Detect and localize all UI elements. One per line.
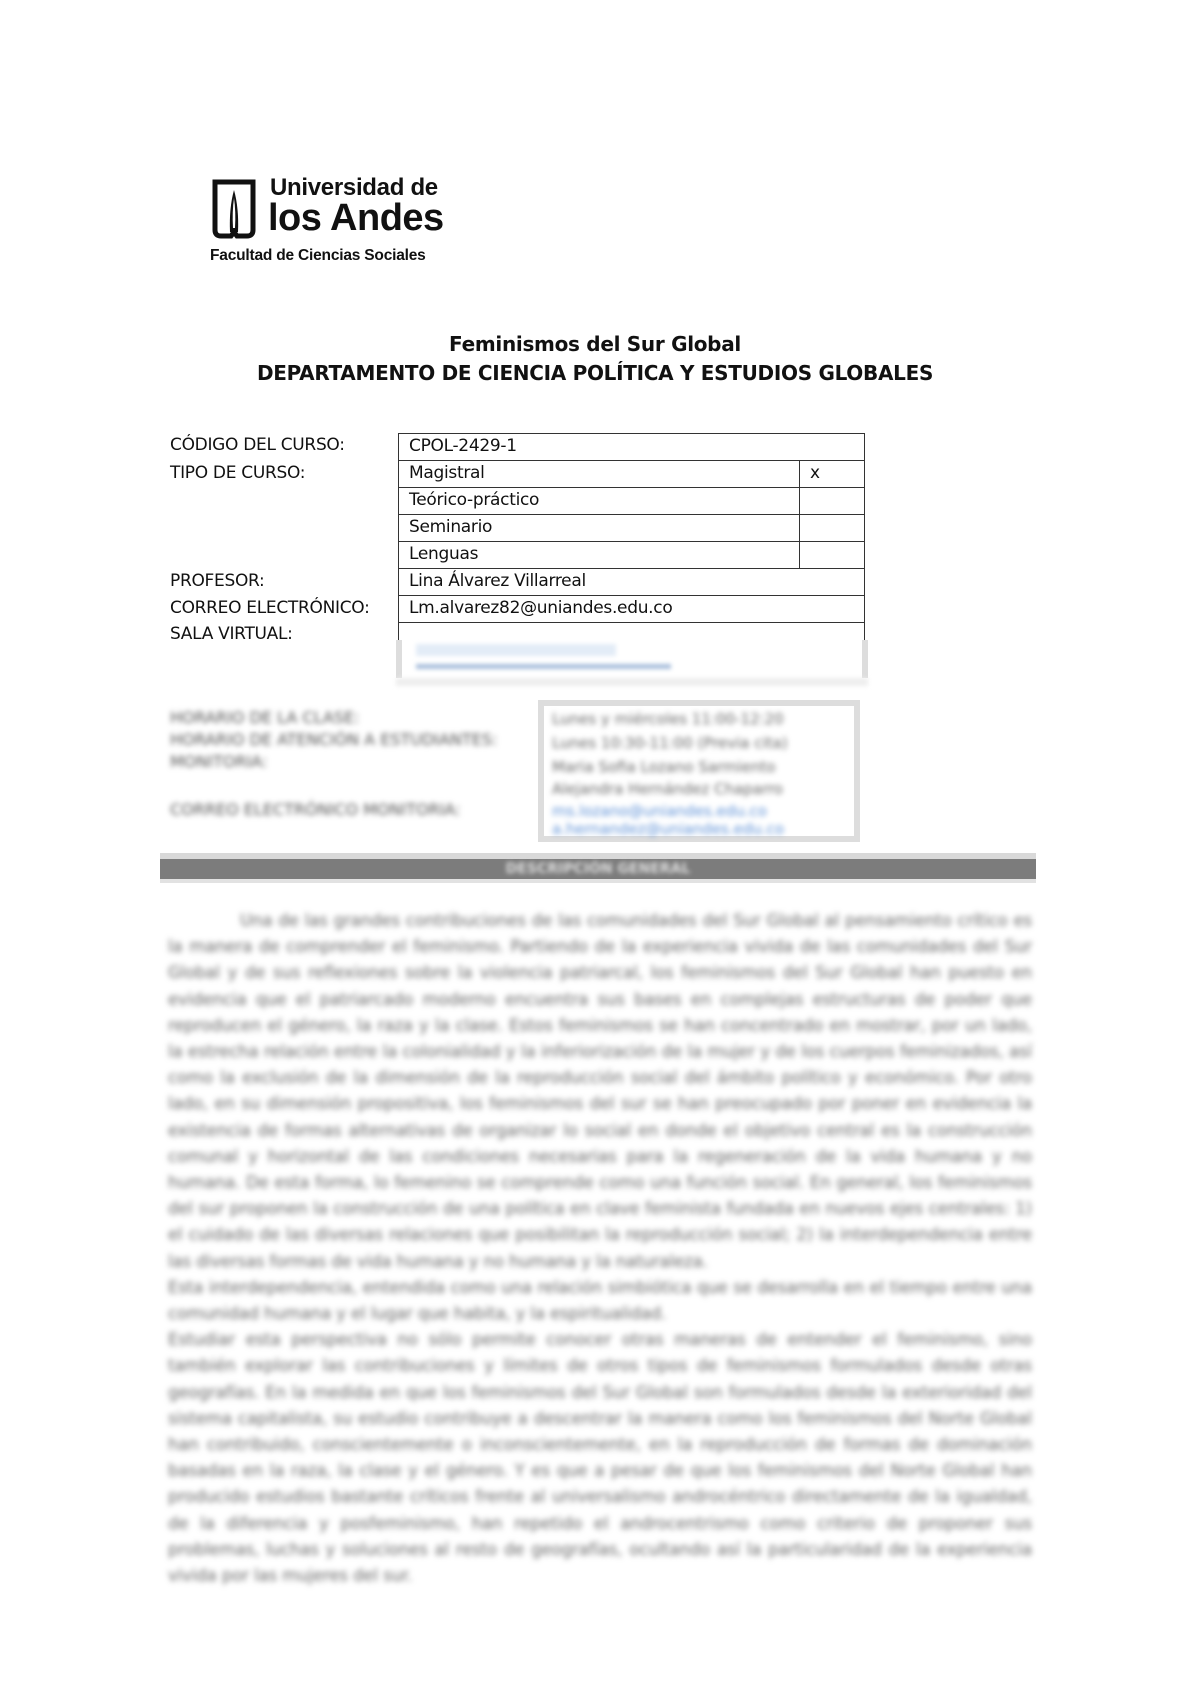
atencion-label: HORARIO DE ATENCIÓN A ESTUDIANTES: bbox=[170, 730, 498, 749]
logo-line-2: los Andes bbox=[268, 197, 444, 239]
tipo-teorico-practico-mark bbox=[799, 487, 865, 514]
sala-virtual-cell bbox=[398, 622, 865, 642]
description-paragraph-3: Estudiar esta perspectiva no sólo permite conocer otras maneras de entender el feminismo, sino también explorar las contribuciones y límites de otros tipos de feminismos formulados desde otras geografías. En la medida en que los feminismos del Sur Global son formulados desde la exterioridad del sistema capitalista, su estudio contribuye a descentrar la manera como los feminismos del Norte Global han contribuido, conscientemente o inconscientemente, en la reproducción de formas de dominación basadas en la raza, la clase y el género. Y es que a pesar de que los feminismos del Norte Global han producido estudios bastante críticos frente al universalismo androcéntrico directamente de la igualdad, de la diferencia y posfeminismo, han repetido el androcentrismo como criterio de proponer sus problemas, luchas y soluciones al resto de geografías, ocultando así la particularidad de la experiencia vivida por las mujeres del sur. bbox=[168, 1330, 1032, 1586]
course-description bbox=[168, 908, 1032, 1589]
section-title: DESCRIPCIÓN GENERAL bbox=[505, 861, 691, 877]
monitor-1: Maria Sofia Lozano Sarmiento bbox=[552, 758, 776, 776]
uniandes-shield-icon bbox=[212, 178, 256, 240]
atencion-value: Lunes 10:30-11:00 (Previa cita) bbox=[552, 734, 788, 752]
description-paragraph-1: Una de las grandes contribuciones de las comunidades del Sur Global al pensamiento crítico es la manera de comprender el feminismo. Partiendo de la experiencia vivida de las comunidades del Sur Global y de sus reflexiones sobre la violencia patriarcal, los feminismos del Sur Global han puesto en evidencia que el patriarcado moderno encuentra sus bases en complejas estructuras de poder que reproducen el género, la raza y la clase. Estos feminismos se han concentrado en mostrar, por un lado, la estrecha relación entre la colonialidad y la inferiorización de la mujer y de los cuerpos feminizados, así como la exclusión de la dimensión de la reproducción social del ámbito político y económico. Por otro lado, en su dimensión propositiva, los feminismos del sur se han preocupado por poner en evidencia la existencia de formas alternativas de organizar lo social en donde el objetivo central es la construcción comunal y horizontal de las condiciones necesarias para la regeneración de la vida humana y no humana. De esta forma, lo femenino se comprende como una función social. En general, los feminismos del sur proponen la construcción de una política en clave feminista fundada en nuevos ejes centrales: 1) el cuidado de las diversas relaciones que posibilitan la reproducción social; 2) la interdependencia entre las diversas formas de vida humana y no humana y la naturaleza. bbox=[168, 911, 1032, 1271]
sala-virtual-label: SALA VIRTUAL: bbox=[170, 624, 293, 639]
logo-faculty: Facultad de Ciencias Sociales bbox=[210, 247, 426, 264]
tipo-teorico-practico: Teórico-práctico bbox=[398, 487, 800, 514]
section-header-bar bbox=[160, 853, 1036, 883]
sala-virtual-shadow bbox=[396, 678, 868, 686]
profesor-label: PROFESOR: bbox=[170, 571, 265, 591]
department-title: DEPARTAMENTO DE CIENCIA POLÍTICA Y ESTUDIOS GLOBALES bbox=[256, 361, 934, 385]
correo-label: CORREO ELECTRÓNICO: bbox=[170, 598, 370, 618]
horario-value: Lunes y miércoles 11:00-12:20 bbox=[552, 710, 784, 728]
codigo-value: CPOL-2429-1 bbox=[398, 433, 865, 460]
obscured-info-box bbox=[538, 700, 860, 842]
tipo-lenguas-mark bbox=[799, 541, 865, 568]
correo-monitoria-label: CORREO ELECTRÓNICO MONITORIA: bbox=[170, 800, 461, 819]
logo-line-1: Universidad de bbox=[270, 174, 438, 201]
codigo-label: CÓDIGO DEL CURSO: bbox=[170, 435, 345, 455]
horario-label: HORARIO DE LA CLASE: bbox=[170, 708, 360, 727]
course-title: Feminismos del Sur Global bbox=[449, 332, 741, 356]
sala-virtual-link[interactable] bbox=[416, 644, 616, 656]
tipo-label: TIPO DE CURSO: bbox=[170, 463, 306, 483]
tipo-seminario: Seminario bbox=[398, 514, 800, 541]
tipo-seminario-mark bbox=[799, 514, 865, 541]
monitor-2: Alejandra Hernández Chaparro bbox=[552, 780, 783, 798]
monitoria-label: MONITORIA: bbox=[170, 752, 268, 771]
profesor-value: Lina Álvarez Villarreal bbox=[398, 568, 865, 595]
tipo-magistral-mark: x bbox=[799, 460, 865, 487]
monitor-email-1[interactable]: ms.lozano@uniandes.edu.co bbox=[552, 802, 767, 820]
correo-value[interactable]: Lm.alvarez82@uniandes.edu.co bbox=[398, 595, 865, 622]
tipo-magistral: Magistral bbox=[398, 460, 800, 487]
sala-virtual-link-box[interactable] bbox=[396, 640, 868, 678]
university-logo bbox=[210, 174, 460, 270]
description-paragraph-2: Esta interdependencia, entendida como una relación simbiótica que se desarrolla en el tiempo entre una comunidad humana y el lugar que habita, y la espiritualidad. bbox=[168, 1277, 1032, 1324]
tipo-lenguas: Lenguas bbox=[398, 541, 800, 568]
sala-virtual-link-underline bbox=[416, 664, 671, 669]
monitor-email-2[interactable]: a.hernandez@uniandes.edu.co bbox=[552, 820, 785, 838]
